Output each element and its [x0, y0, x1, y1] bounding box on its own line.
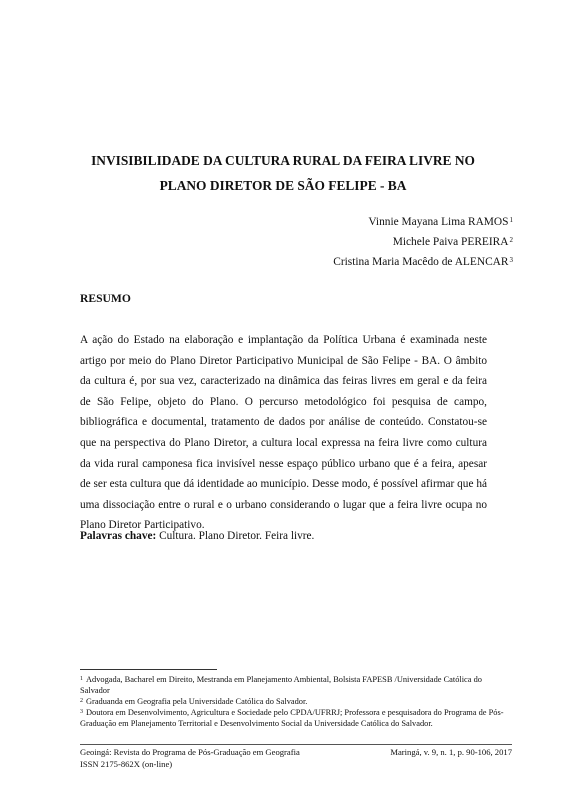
footnote-text: Advogada, Bacharel em Direito, Mestranda em Planejamento Ambiental, Bolsista FAPESB /Universidade Católica do Salvador	[80, 675, 482, 695]
footnotes	[80, 674, 510, 729]
author-1	[333, 212, 513, 232]
journal-name: Geoingá: Revista do Programa de Pós-Graduação em Geografia	[80, 747, 300, 757]
issn: ISSN 2175-862X (on-line)	[80, 759, 173, 769]
footnote-mark: 1	[509, 216, 513, 224]
footnote-mark: 3	[509, 256, 513, 264]
article-title	[70, 148, 496, 198]
abstract-heading: RESUMO	[80, 292, 131, 305]
footnote-text: Graduanda em Geografia pela Universidade Católica do Salvador.	[86, 697, 308, 706]
footnote-mark: 2	[509, 236, 513, 244]
keywords-label: Palavras chave:	[80, 530, 157, 542]
author-name: Michele Paiva PEREIRA	[392, 236, 509, 248]
footnote-3	[80, 707, 510, 729]
title-line-1: INVISIBILIDADE DA CULTURA RURAL DA FEIRA LIVRE NO	[91, 153, 475, 168]
footnote-number: 3	[80, 709, 83, 715]
footnote-number: 1	[80, 676, 83, 682]
keywords-text: Cultura. Plano Diretor. Feira livre.	[159, 530, 315, 542]
citation: Maringá, v. 9, n. 1, p. 90-106, 2017	[390, 747, 512, 757]
footnote-divider	[80, 669, 217, 670]
footnote-text: Doutora em Desenvolvimento, Agricultura e Sociedade pelo CPDA/UFRRJ; Professora e pesquisadora do Programa de Pós-Graduação em Planejamento Territorial e Desenvolvimento Social da Universidade Católica do Salvador.	[80, 708, 504, 728]
keywords	[80, 530, 314, 542]
abstract-text: A ação do Estado na elaboração e implantação da Política Urbana é examinada neste artigo por meio do Plano Diretor Participativo Municipal de São Felipe - BA. O âmbito da cultura é, por sua vez, caracterizado na dinâmica das feiras livres em geral e da feira de São Felipe, objeto do Plano. O percurso metodológico foi pesquisa de campo, bibliográfica e documental, tratamento de dados por análise de conteúdo. Constatou-se que na perspectiva do Plano Diretor, a cultura local expressa na feira livre como cultura da vida rural camponesa fica invisível nesse espaço público urbano que é a feira, apesar de ser esta cultura que dá identidade ao município. Desse modo, é possível afirmar que há uma dissociação entre o rural e o urbano considerando o lugar que a feira livre ocupa no Plano Diretor Participativo.	[80, 334, 487, 532]
footnote-2	[80, 696, 510, 707]
author-name: Vinnie Mayana Lima RAMOS	[368, 216, 509, 228]
author-name: Cristina Maria Macêdo de ALENCAR	[333, 256, 509, 268]
footnote-number: 2	[80, 698, 83, 704]
author-list	[333, 212, 513, 272]
author-2	[333, 232, 513, 252]
author-3	[333, 252, 513, 272]
footnote-1	[80, 674, 510, 696]
page-footer	[80, 746, 512, 770]
footer-divider	[80, 744, 512, 745]
title-line-2: PLANO DIRETOR DE SÃO FELIPE - BA	[159, 178, 407, 193]
